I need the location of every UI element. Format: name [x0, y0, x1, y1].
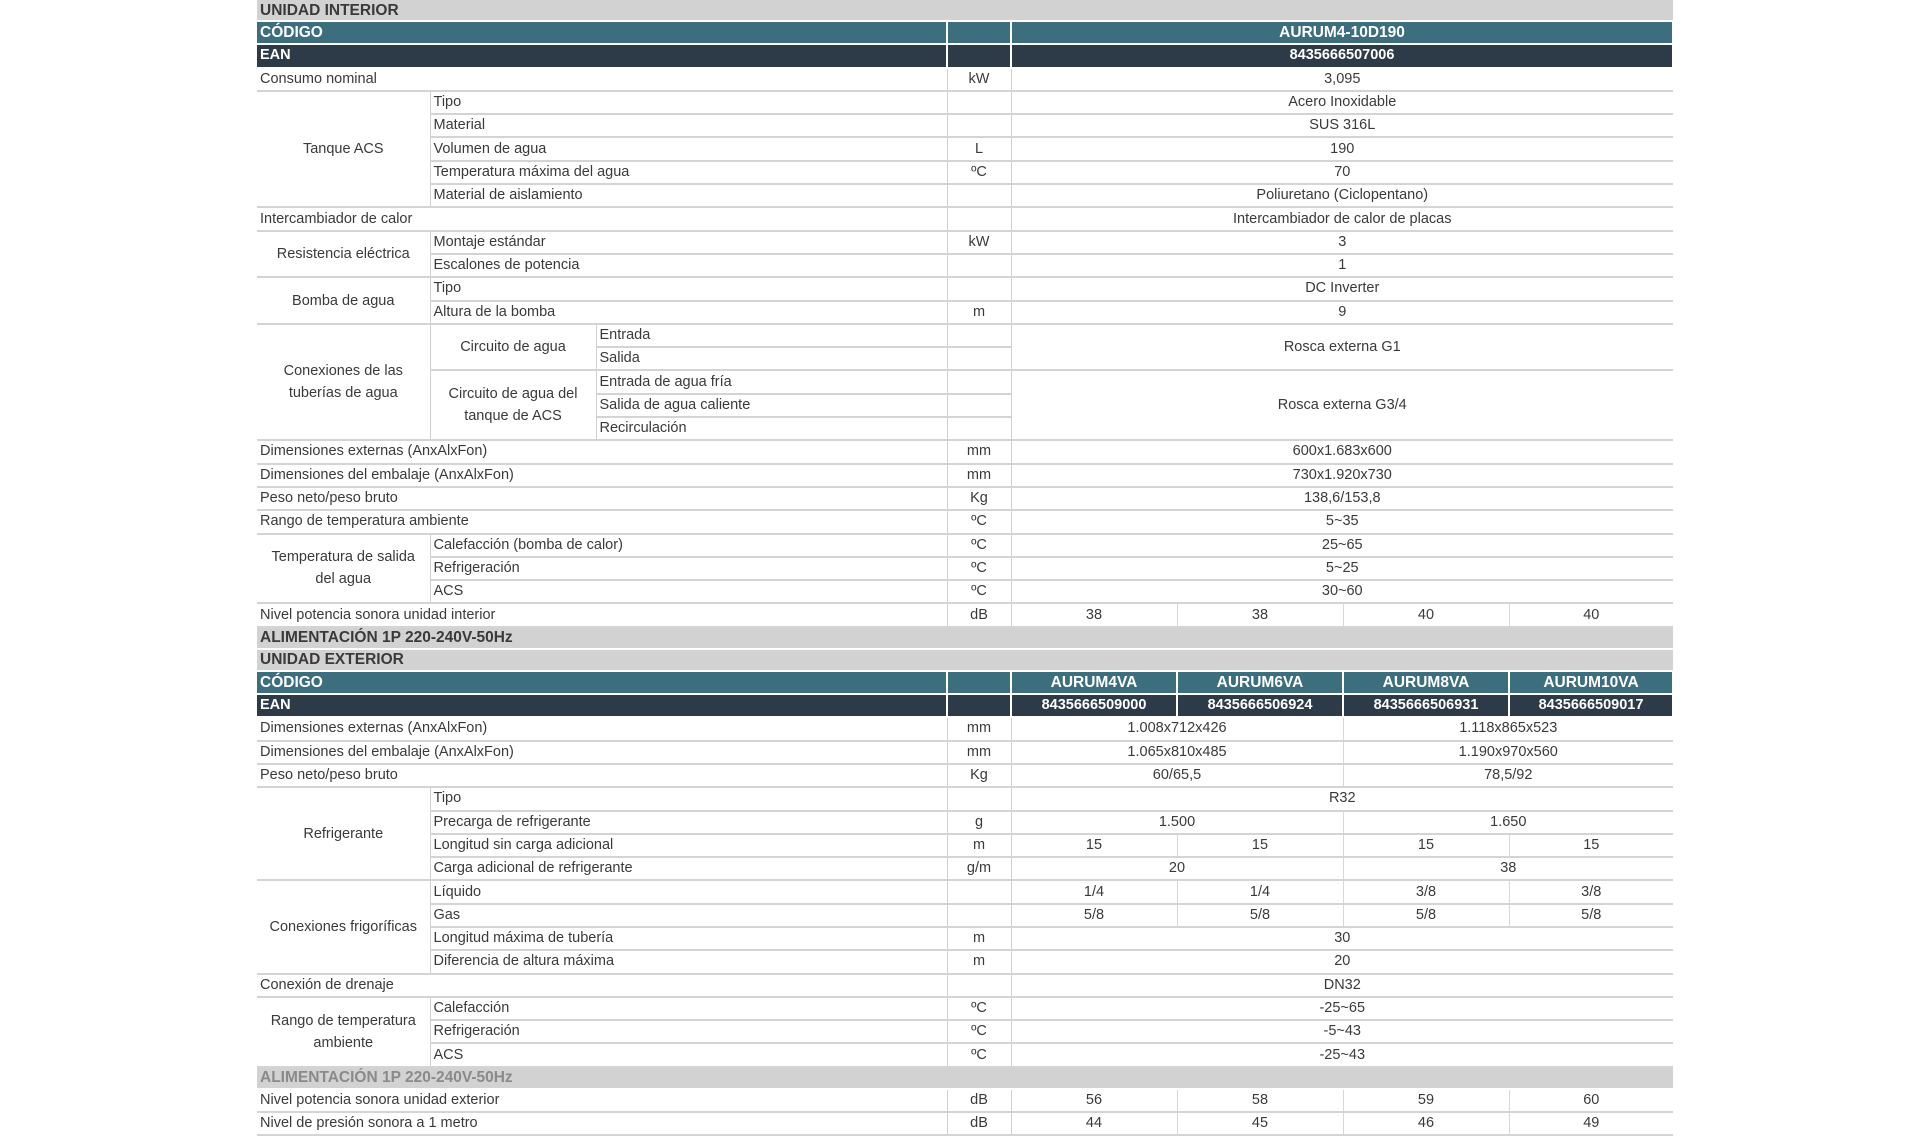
row-unit: kW [947, 231, 1011, 254]
table-row [257, 464, 1673, 487]
row-value: 1/4 [1011, 880, 1177, 903]
row-unit [947, 277, 1011, 300]
row-label: Escalones de potencia [430, 254, 947, 277]
row-label: Precarga de refrigerante [430, 811, 947, 834]
row-value: 56 [1011, 1089, 1177, 1112]
row-label: Intercambiador de calor [257, 207, 947, 230]
row-value: Rosca externa G1 [1011, 324, 1673, 371]
table-row [257, 880, 1673, 903]
row-unit: m [947, 834, 1011, 857]
spec-table [257, 0, 1674, 1136]
row-value: Acero Inoxidable [1011, 91, 1673, 114]
table-row [257, 927, 1673, 950]
row-unit: Kg [947, 487, 1011, 510]
row-value: 70 [1011, 161, 1673, 184]
row-label: Diferencia de altura máxima [430, 950, 947, 973]
row-label: Temperatura máxima del agua [430, 161, 947, 184]
row-label: Material de aislamiento [430, 184, 947, 207]
outdoor-ean-row [257, 694, 1673, 717]
row-label: Longitud sin carga adicional [430, 834, 947, 857]
row-value: Poliuretano (Ciclopentano) [1011, 184, 1673, 207]
row-label: Dimensiones del embalaje (AnxAlxFon) [257, 464, 947, 487]
table-row [257, 510, 1673, 533]
row-value: 78,5/92 [1343, 764, 1673, 787]
table-row [257, 161, 1673, 184]
model-ean: 8435666509017 [1509, 694, 1673, 717]
row-value: 20 [1011, 950, 1673, 973]
row-value: Rosca externa G3/4 [1011, 370, 1673, 440]
row-unit: ºC [947, 997, 1011, 1020]
power-supply-header [257, 1067, 1673, 1089]
row-label: Entrada de agua fría [596, 370, 947, 393]
row-value: 38 [1343, 857, 1673, 880]
table-row [257, 487, 1673, 510]
table-row [257, 997, 1673, 1020]
row-unit: L [947, 137, 1011, 160]
row-unit: ºC [947, 510, 1011, 533]
row-label: Tipo [430, 787, 947, 810]
row-value: SUS 316L [1011, 114, 1673, 137]
indoor-code-value: AURUM4-10D190 [1011, 21, 1673, 44]
group-label: Resistencia eléctrica [257, 231, 430, 278]
row-value: DC Inverter [1011, 277, 1673, 300]
row-label: Nivel potencia sonora unidad interior [257, 603, 947, 626]
table-row [257, 764, 1673, 787]
row-value: 30~60 [1011, 580, 1673, 603]
group-label: Conexiones frigoríficas [257, 880, 430, 973]
row-value: DN32 [1011, 974, 1673, 997]
row-label: Nivel de presión sonora a 1 metro [257, 1112, 947, 1135]
row-unit: m [947, 927, 1011, 950]
row-unit [947, 114, 1011, 137]
row-label: Tipo [430, 277, 947, 300]
row-label: Salida [596, 347, 947, 370]
row-unit [947, 184, 1011, 207]
row-unit: ºC [947, 1020, 1011, 1043]
table-row [257, 950, 1673, 973]
row-label: Dimensiones externas (AnxAlxFon) [257, 440, 947, 463]
table-row [257, 741, 1673, 764]
row-value: 1 [1011, 254, 1673, 277]
row-unit [947, 974, 1011, 997]
table-row [257, 91, 1673, 114]
group-label: Tanque ACS [257, 91, 430, 207]
model-ean: 8435666509000 [1011, 694, 1177, 717]
row-unit: m [947, 950, 1011, 973]
row-label: Salida de agua caliente [596, 394, 947, 417]
row-label: Rango de temperatura ambiente [257, 510, 947, 533]
table-row [257, 1043, 1673, 1066]
row-value: 15 [1343, 834, 1509, 857]
row-value: 60 [1509, 1089, 1673, 1112]
table-row [257, 440, 1673, 463]
table-row [257, 1020, 1673, 1043]
row-value: 1.500 [1011, 811, 1343, 834]
power-supply-label: ALIMENTACIÓN 1P 220-240V-50Hz [257, 627, 1673, 649]
indoor-ean-row [257, 44, 1673, 67]
row-value: 46 [1343, 1112, 1509, 1135]
row-value: 30 [1011, 927, 1673, 950]
table-row [257, 137, 1673, 160]
model-code: AURUM6VA [1177, 671, 1343, 694]
subgroup-label: Circuito de agua del tanque de ACS [430, 370, 596, 440]
row-value: 3/8 [1509, 880, 1673, 903]
indoor-ean-value: 8435666507006 [1011, 44, 1673, 67]
group-label: Bomba de agua [257, 277, 430, 324]
row-unit: mm [947, 464, 1011, 487]
row-value: -25~65 [1011, 997, 1673, 1020]
table-row [257, 68, 1673, 91]
row-value: 9 [1011, 301, 1673, 324]
ean-label: EAN [257, 44, 947, 67]
row-value: 5/8 [1343, 904, 1509, 927]
table-row [257, 811, 1673, 834]
row-value: Intercambiador de calor de placas [1011, 207, 1673, 230]
row-unit: dB [947, 603, 1011, 626]
table-row [257, 231, 1673, 254]
row-unit: ºC [947, 557, 1011, 580]
row-unit: g [947, 811, 1011, 834]
power-supply-label: ALIMENTACIÓN 1P 220-240V-50Hz [257, 1067, 1673, 1089]
row-value: 25~65 [1011, 534, 1673, 557]
row-value: 1.190x970x560 [1343, 741, 1673, 764]
row-value: 600x1.683x600 [1011, 440, 1673, 463]
row-unit: Kg [947, 764, 1011, 787]
row-value: 1.650 [1343, 811, 1673, 834]
row-label: Longitud máxima de tubería [430, 927, 947, 950]
table-row [257, 580, 1673, 603]
table-row [257, 603, 1673, 626]
row-value: 38 [1011, 603, 1177, 626]
table-row [257, 301, 1673, 324]
power-supply-header [257, 627, 1673, 649]
code-label: CÓDIGO [257, 21, 947, 44]
row-value: 3,095 [1011, 68, 1673, 91]
row-value: 1.065x810x485 [1011, 741, 1343, 764]
row-value: 15 [1011, 834, 1177, 857]
row-unit [947, 91, 1011, 114]
row-label: Recirculación [596, 417, 947, 440]
row-value: 3/8 [1343, 880, 1509, 903]
row-unit: m [947, 301, 1011, 324]
table-row [257, 370, 1673, 393]
row-label: ACS [430, 580, 947, 603]
row-unit [947, 254, 1011, 277]
table-row [257, 114, 1673, 137]
model-code: AURUM8VA [1343, 671, 1509, 694]
group-label: Refrigerante [257, 787, 430, 880]
model-code: AURUM4VA [1011, 671, 1177, 694]
group-label: Temperatura de salida del agua [257, 534, 430, 604]
table-row [257, 787, 1673, 810]
table-row [257, 277, 1673, 300]
table-row [257, 1089, 1673, 1112]
row-value: 58 [1177, 1089, 1343, 1112]
row-unit [947, 207, 1011, 230]
row-value: 15 [1509, 834, 1673, 857]
row-value: 730x1.920x730 [1011, 464, 1673, 487]
row-value: 45 [1177, 1112, 1343, 1135]
row-value: 5/8 [1011, 904, 1177, 927]
outdoor-section-header [257, 649, 1673, 671]
table-row [257, 974, 1673, 997]
row-value: 49 [1509, 1112, 1673, 1135]
row-value: -25~43 [1011, 1043, 1673, 1066]
row-unit: ºC [947, 534, 1011, 557]
row-value: 15 [1177, 834, 1343, 857]
row-label: ACS [430, 1043, 947, 1066]
row-label: Peso neto/peso bruto [257, 764, 947, 787]
row-label: Peso neto/peso bruto [257, 487, 947, 510]
row-value: 40 [1343, 603, 1509, 626]
row-label: Calefacción [430, 997, 947, 1020]
table-row [257, 1112, 1673, 1135]
row-label: Material [430, 114, 947, 137]
group-label: Rango de temperatura ambiente [257, 997, 430, 1067]
row-value: 3 [1011, 231, 1673, 254]
row-label: Calefacción (bomba de calor) [430, 534, 947, 557]
table-row [257, 534, 1673, 557]
row-unit [947, 904, 1011, 927]
row-value: 5/8 [1177, 904, 1343, 927]
table-row [257, 717, 1673, 740]
indoor-code-row [257, 21, 1673, 44]
row-value: 5~25 [1011, 557, 1673, 580]
model-code: AURUM10VA [1509, 671, 1673, 694]
row-label: Refrigeración [430, 557, 947, 580]
row-unit: ºC [947, 580, 1011, 603]
indoor-section-title: UNIDAD INTERIOR [257, 0, 1673, 21]
row-unit: ºC [947, 161, 1011, 184]
row-label: Carga adicional de refrigerante [430, 857, 947, 880]
row-value: -5~43 [1011, 1020, 1673, 1043]
table-row [257, 207, 1673, 230]
ean-label: EAN [257, 694, 947, 717]
row-value: 60/65,5 [1011, 764, 1343, 787]
code-label: CÓDIGO [257, 671, 947, 694]
row-value: 190 [1011, 137, 1673, 160]
row-value: 5/8 [1509, 904, 1673, 927]
row-value: 1.008x712x426 [1011, 717, 1343, 740]
table-row [257, 857, 1673, 880]
row-unit: mm [947, 717, 1011, 740]
row-label: Montaje estándar [430, 231, 947, 254]
row-value: 38 [1177, 603, 1343, 626]
row-unit: kW [947, 68, 1011, 91]
row-value: 1/4 [1177, 880, 1343, 903]
group-label: Conexiones de las tuberías de agua [257, 324, 430, 440]
row-label: Nivel potencia sonora unidad exterior [257, 1089, 947, 1112]
subgroup-label: Circuito de agua [430, 324, 596, 371]
row-label: Dimensiones externas (AnxAlxFon) [257, 717, 947, 740]
row-unit: dB [947, 1089, 1011, 1112]
row-unit: ºC [947, 1043, 1011, 1066]
row-label: Tipo [430, 91, 947, 114]
row-value: 5~35 [1011, 510, 1673, 533]
row-label: Dimensiones del embalaje (AnxAlxFon) [257, 741, 947, 764]
row-label: Consumo nominal [257, 68, 947, 91]
row-unit: mm [947, 741, 1011, 764]
table-row [257, 557, 1673, 580]
model-ean: 8435666506924 [1177, 694, 1343, 717]
table-row [257, 904, 1673, 927]
row-unit [947, 880, 1011, 903]
row-label: Altura de la bomba [430, 301, 947, 324]
row-label: Refrigeración [430, 1020, 947, 1043]
row-unit: g/m [947, 857, 1011, 880]
indoor-section-header [257, 0, 1673, 21]
table-row [257, 834, 1673, 857]
row-value: 40 [1509, 603, 1673, 626]
row-value: 20 [1011, 857, 1343, 880]
outdoor-code-row [257, 671, 1673, 694]
row-label: Líquido [430, 880, 947, 903]
row-value: 1.118x865x523 [1343, 717, 1673, 740]
row-label: Conexión de drenaje [257, 974, 947, 997]
row-value: 138,6/153,8 [1011, 487, 1673, 510]
outdoor-section-title: UNIDAD EXTERIOR [257, 649, 1673, 671]
table-row [257, 254, 1673, 277]
row-label: Volumen de agua [430, 137, 947, 160]
row-label: Entrada [596, 324, 947, 347]
row-value: R32 [1011, 787, 1673, 810]
table-row [257, 324, 1673, 347]
row-unit: dB [947, 1112, 1011, 1135]
row-label: Gas [430, 904, 947, 927]
row-unit: mm [947, 440, 1011, 463]
table-row [257, 184, 1673, 207]
row-value: 59 [1343, 1089, 1509, 1112]
model-ean: 8435666506931 [1343, 694, 1509, 717]
row-unit [947, 787, 1011, 810]
row-value: 44 [1011, 1112, 1177, 1135]
